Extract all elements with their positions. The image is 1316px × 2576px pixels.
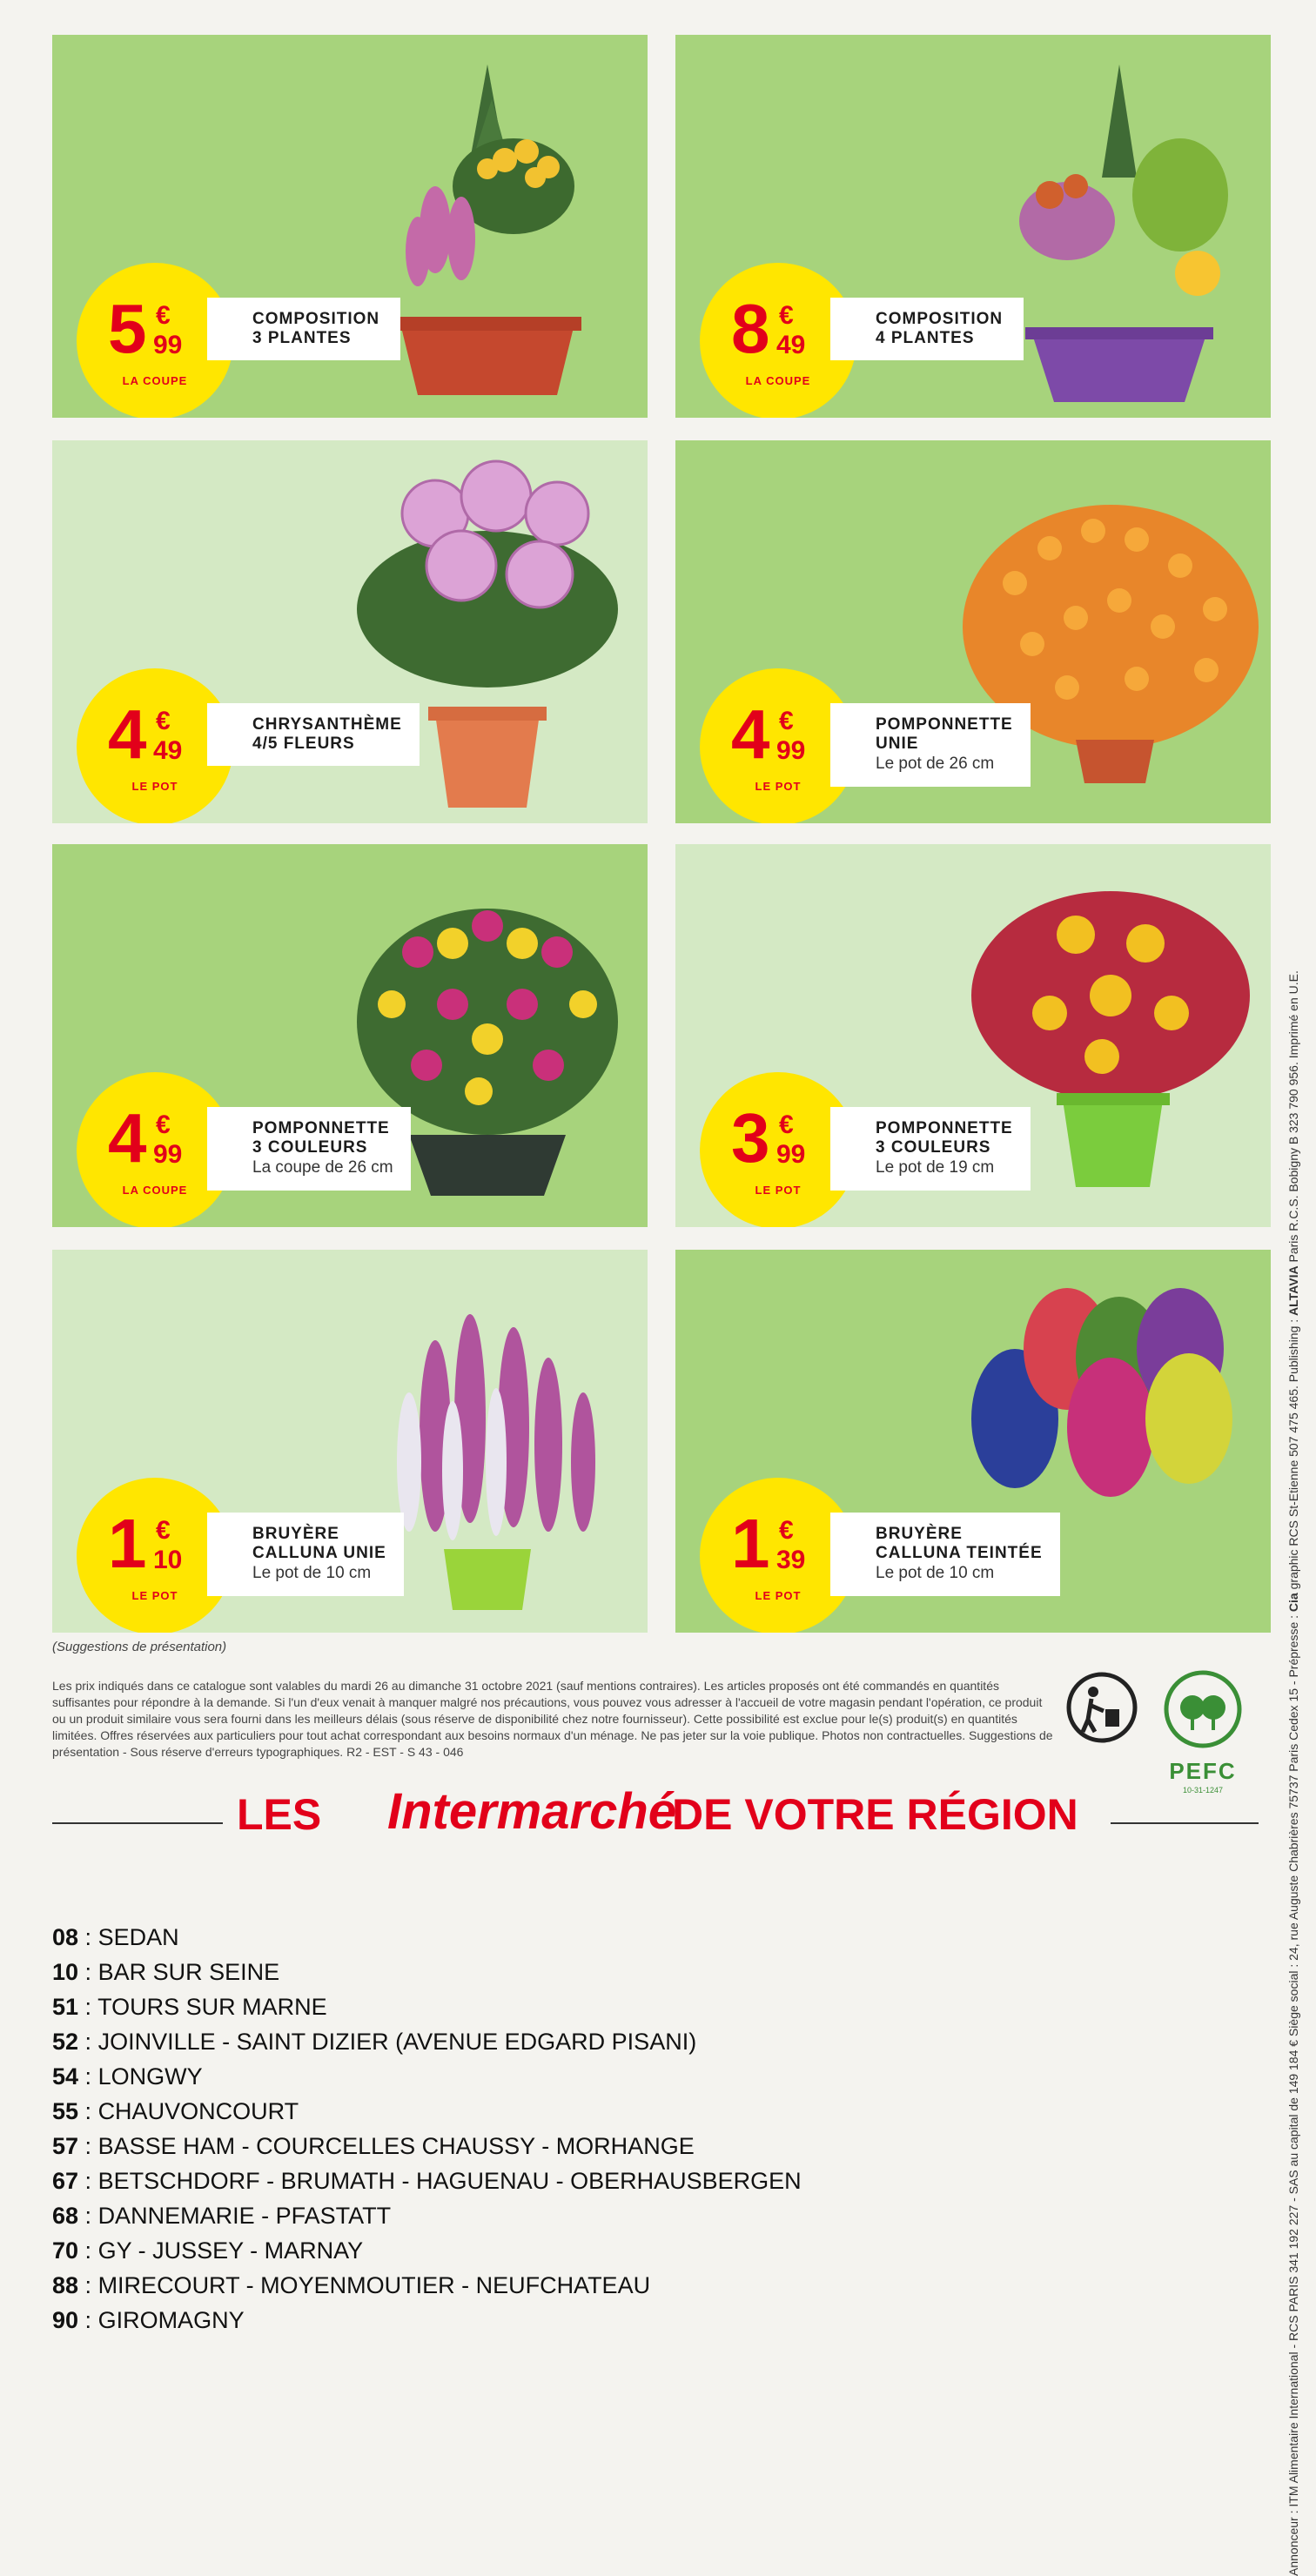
product-label: CHRYSANTHÈME 4/5 FLEURS (207, 703, 420, 766)
region-banner (52, 1779, 1259, 1848)
list-item: 88 : MIRECOURT - MOYENMOUTIER - NEUFCHATEAU (52, 2272, 651, 2298)
presentation-note: (Suggestions de présentation) (52, 1640, 227, 1654)
list-item: 52 : JOINVILLE - SAINT DIZIER (AVENUE EDGARD PISANI) (52, 2029, 697, 2055)
list-item: 57 : BASSE HAM - COURCELLES CHAUSSY - MORHANGE (52, 2133, 695, 2159)
list-item: 90 : GIROMAGNY (52, 2307, 245, 2333)
price-badge: 4 € 49 LE POT (77, 668, 233, 823)
list-item: 67 : BETSCHDORF - BRUMATH - HAGUENAU - OBERHAUSBERGEN (52, 2168, 802, 2194)
list-item: 10 : BAR SUR SEINE (52, 1959, 280, 1985)
product-label: POMPONNETTE 3 COULEURS Le pot de 19 cm (830, 1107, 1031, 1191)
price-badge: 4 € 99 LA COUPE (77, 1072, 233, 1227)
price-badge: 5 € 99 LA COUPE (77, 263, 233, 418)
list-item: 55 : CHAUVONCOURT (52, 2098, 299, 2124)
product-tile-composition-3 (52, 35, 648, 418)
price-badge: 1 € 39 LE POT (700, 1478, 856, 1633)
pefc-label: PEFC (1169, 1758, 1237, 1784)
list-item: 68 : DANNEMARIE - PFASTATT (52, 2203, 392, 2229)
product-tile-chrysantheme (52, 440, 648, 823)
product-label: COMPOSITION 4 PLANTES (830, 298, 1024, 360)
product-label: BRUYÈRE CALLUNA TEINTÉE Le pot de 10 cm (830, 1513, 1060, 1596)
list-item: 70 : GY - JUSSEY - MARNAY (52, 2237, 364, 2264)
price-badge: 4 € 99 LE POT (700, 668, 856, 823)
list-item: 51 : TOURS SUR MARNE (52, 1994, 327, 2020)
product-tile-pomponnette-3c-coupe (52, 844, 648, 1227)
price-badge: 1 € 10 LE POT (77, 1478, 233, 1633)
list-item: 54 : LONGWY (52, 2063, 203, 2090)
product-label: COMPOSITION 3 PLANTES (207, 298, 400, 360)
product-tile-bruyere-unie (52, 1250, 648, 1633)
product-label: POMPONNETTE UNIE Le pot de 26 cm (830, 703, 1031, 787)
store-list (52, 1920, 802, 2338)
divider (52, 1822, 223, 1824)
legal-text: Les prix indiqués dans ce catalogue sont valables du mardi 26 au dimanche 31 octobre 2021 (sauf mentions contraires). Les articles proposés ont été commandés en quantités suffisantes pour répondre à la demande. Si l'un d'eux venait à manquer malgré nos précautions, vous pouvez vous adresser à l'accueil de votre magasin pendant l'opération, ce produit ou un produit similaire vous sera fourni dans les meilleurs délais (sous réserve de disponibilité chez notre fournisseur). Cette possibilité est exclue pour le(s) produit(s) en quantités limitées. Offres réservées aux particuliers pour tout achat correspondant aux besoins normaux d'un ménage. Ne pas jeter sur la voie publique. Photos non contractuelles. Suggestions de présentation - Sous réserve d'erreurs typographiques. R2 - EST - S 43 - 046 (52, 1679, 1053, 1759)
pefc-code: 10-31-1247 (1182, 1786, 1224, 1794)
banner-suffix: DE VOTRE RÉGION (672, 1790, 1078, 1839)
price-badge: 3 € 99 LE POT (700, 1072, 856, 1227)
product-tile-bruyere-teintee (675, 1250, 1271, 1633)
price-badge: 8 € 49 LA COUPE (700, 263, 856, 418)
product-label: POMPONNETTE 3 COULEURS La coupe de 26 cm (207, 1107, 411, 1191)
banner-prefix: LES (237, 1790, 322, 1839)
product-tile-composition-4 (675, 35, 1271, 418)
product-tile-pomponnette-3c-pot (675, 844, 1271, 1227)
list-item: 08 : SEDAN (52, 1924, 179, 1950)
recycle-icon (1065, 1671, 1138, 1744)
imprint-text: Annonceur : ITM Alimentaire International - RCS PARIS 341 192 227 - SAS au capital de 149 184 € Siège social : 24, rue Auguste Chabrières 75737 Paris Cedex 15 - Prépresse : Cia graphic RCS St-Etienne 507 475 465. Publishing : ALTAVIA Paris R.C.S. Bobigny B 323 790 956. Imprimé en U.E. (1286, 970, 1300, 2576)
intermarche-logo: Intermarché (387, 1783, 677, 1840)
product-tile-pomponnette-unie (675, 440, 1271, 823)
divider (1111, 1822, 1259, 1824)
product-label: BRUYÈRE CALLUNA UNIE Le pot de 10 cm (207, 1513, 404, 1596)
